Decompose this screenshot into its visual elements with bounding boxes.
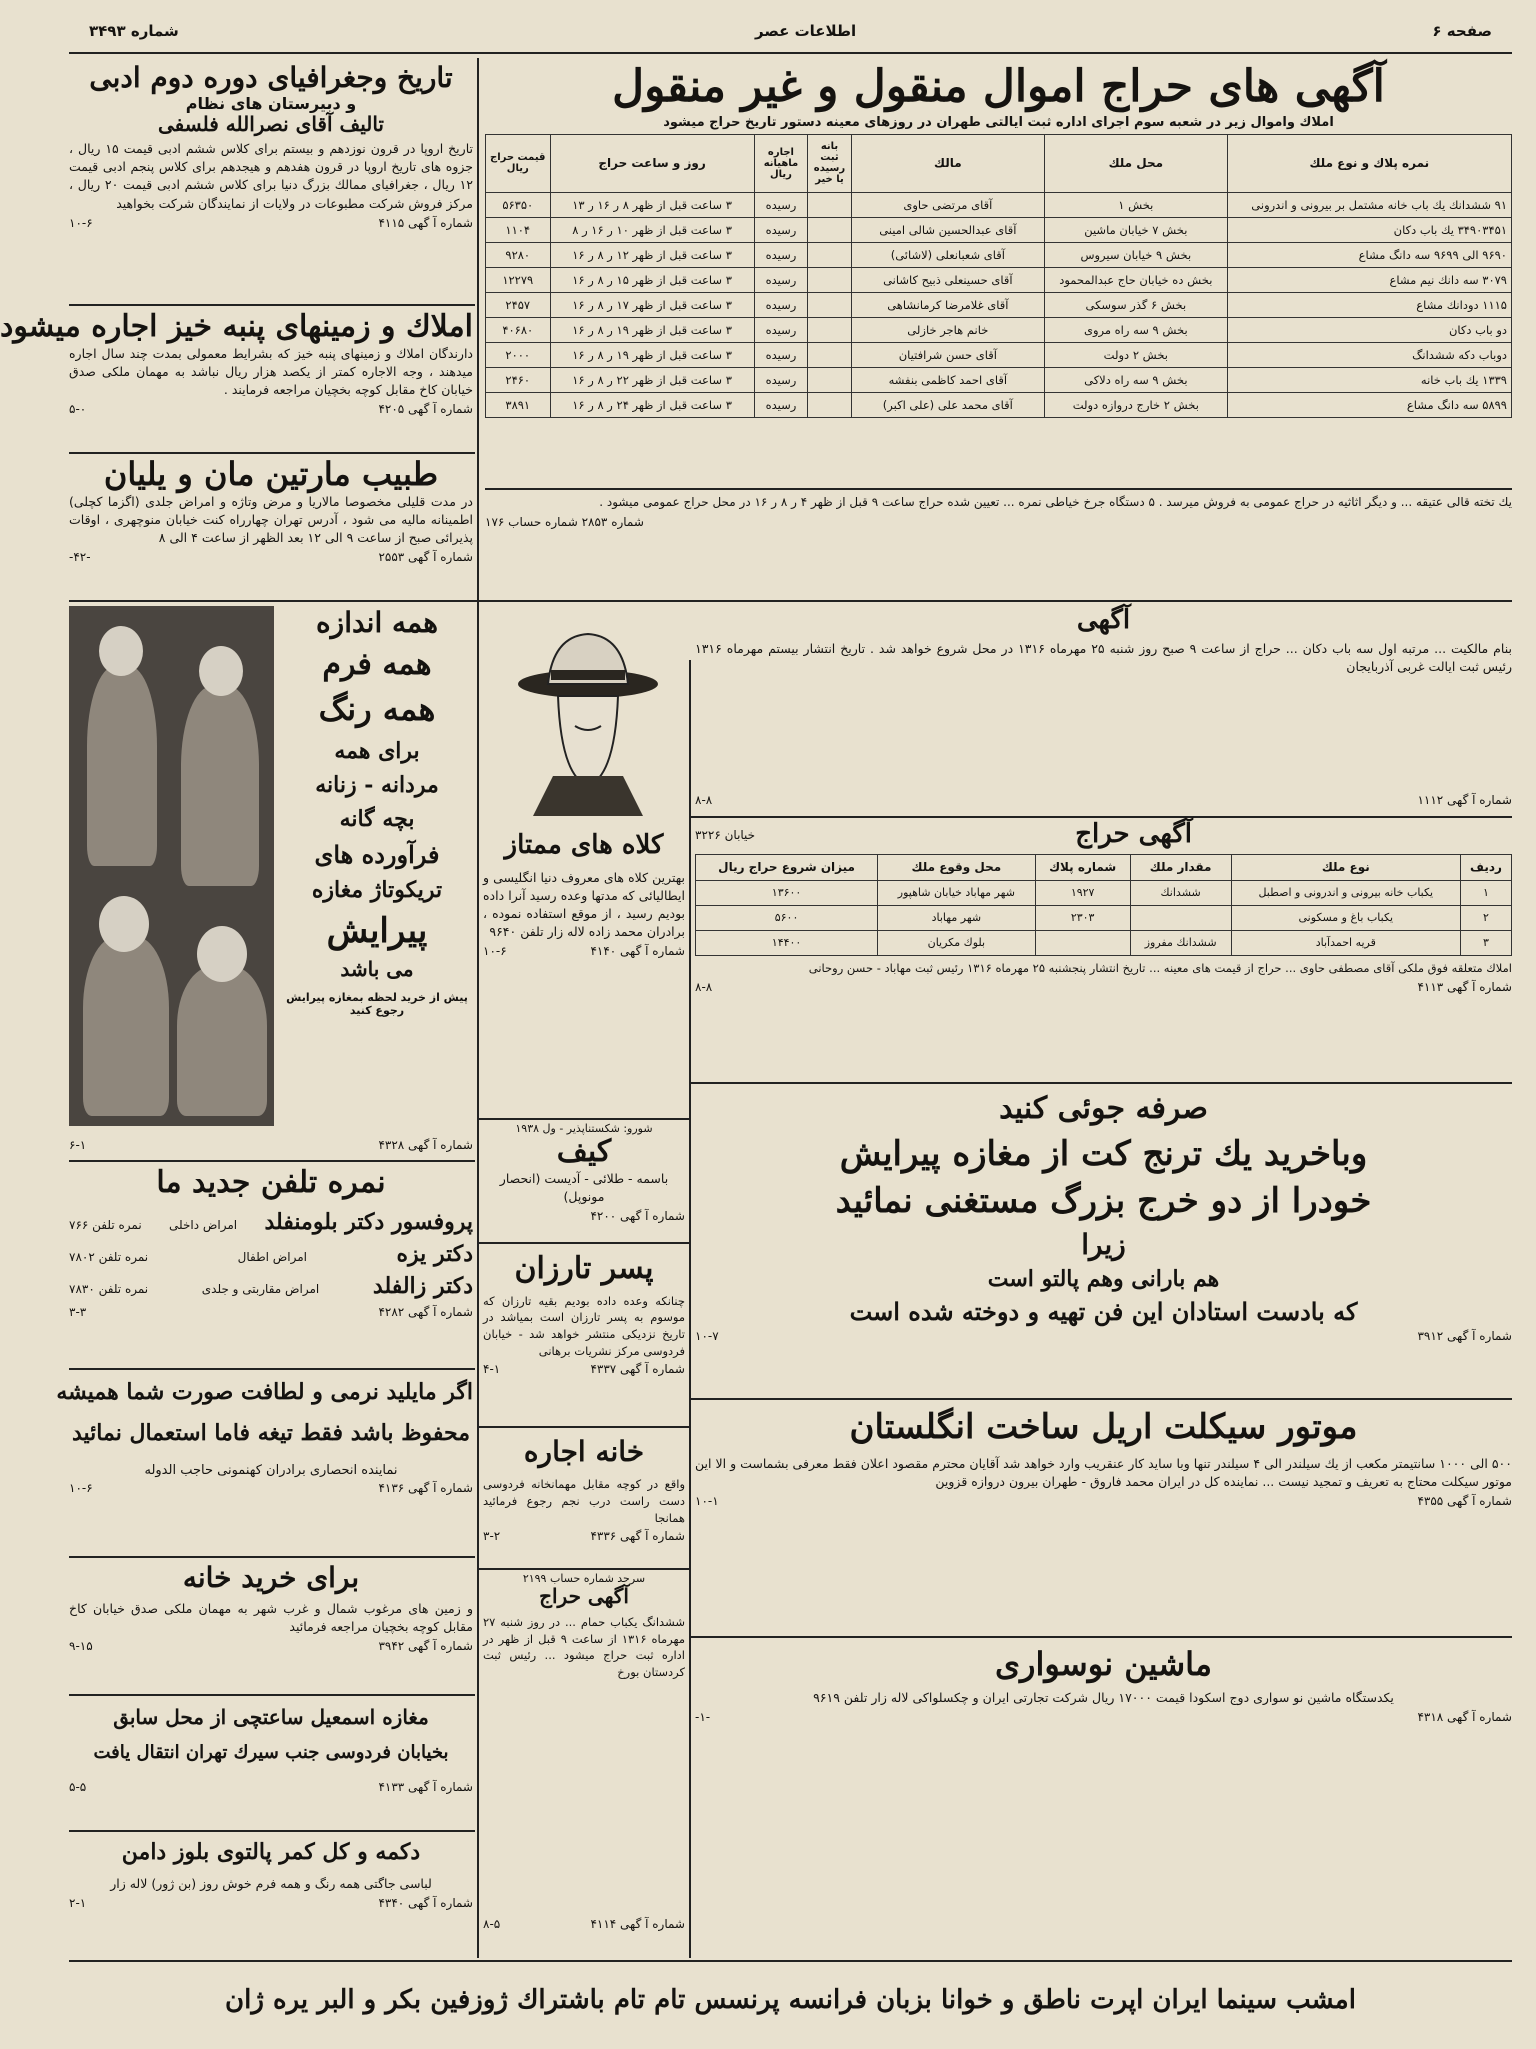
- ad-ref: شماره آ گهی ۴۳۵۵: [1417, 1494, 1512, 1509]
- table-row: [696, 880, 1512, 905]
- ad-ref: -۴۲-: [69, 550, 91, 565]
- clothing-ad: [69, 606, 473, 1156]
- table-cell: رسیده: [754, 392, 808, 417]
- phone-number: نمره تلفن ۷۶۶: [69, 1217, 142, 1232]
- table-cell: دو باب دكان: [1227, 317, 1511, 342]
- table-cell: آقای مرتضی حاوی: [851, 192, 1044, 217]
- table-row: [486, 342, 1512, 367]
- ad-title: برای خرید خانه: [182, 1561, 360, 1594]
- col-header: مقدار ملك: [1130, 854, 1231, 880]
- table-cell: بخش ۶ گذر سوسكی: [1045, 292, 1228, 317]
- table-cell: ۳ ساعت قبل از ظهر ۸ ر ۱۶ ر ۱۳: [550, 192, 754, 217]
- auction-ad: [485, 62, 1512, 487]
- table-cell: ششدانك: [1130, 880, 1231, 905]
- children-photo: [69, 606, 274, 1126]
- table-cell: آقای حسن شرافتیان: [851, 342, 1044, 367]
- auction-notes: [485, 488, 1512, 583]
- table-cell: قریه احمدآباد: [1231, 930, 1460, 955]
- ad-ref: ۶-۱: [69, 1138, 87, 1152]
- ad-ref: ۱۰-۷: [695, 1328, 719, 1343]
- ad-body: بنام مالكیت ... مرتبه اول سه باب دكان ... حراج از ساعت ۹ صبح روز شنبه ۲۵ مهرماه ۱۳۱۶ در محل شروع خواهد شد . تاریخ انتشار بیستم مهرماه ۱۳۱۶ رئیس ثبت ایالت غربی آذربایجان: [695, 640, 1512, 675]
- table-cell: بخش ۹ خیابان سیروس: [1045, 242, 1228, 267]
- ad-body: یكدستگاه ماشین نو سواری دوج اسكودا قیمت ۱۷۰۰۰ ریال شركت تجارتی ایران و چكسلواكی لاله زار تلفن ۹۶۱۹: [813, 1689, 1394, 1705]
- divider: [69, 1368, 475, 1370]
- page-header: [69, 10, 1512, 54]
- table-cell: ۳ ساعت قبل از ظهر ۲۴ ر ۸ ر ۱۶: [550, 392, 754, 417]
- ad-ref: شماره آ گهی ۴۱۴۰: [590, 944, 685, 959]
- table-cell: ۲۴۶۰: [486, 367, 551, 392]
- divider: [69, 1830, 475, 1832]
- table-cell: ۳ ساعت قبل از ظهر ۱۷ ر ۸ ر ۱۶: [550, 292, 754, 317]
- ad-ref: ۲-۱: [69, 1896, 87, 1911]
- table-row: [696, 905, 1512, 930]
- cinema-ad: [69, 1960, 1512, 2040]
- issue-number: شماره ۳۴۹۳: [89, 22, 179, 40]
- ad-body: املاك متعلقه فوق ملكی آقای مصطفی حاوی ... حراج از قیمت های معینه ... تاریخ انتشار پنجشنبه ۲۵ مهرماه ۱۳۱۶ رئیس ثبت مهاباد - حسن روحانی: [808, 960, 1512, 975]
- ad-body: در مدت قلیلی مخصوصا مالاریا و مرض وتاژه و امراض جلدی (اگزما كچلی) اطمینانه مالیه می شود ، آدرس تهران چهارراه كنت خیابان منوچهری ، اوقات پذیرائی صبح از ساعت ۹ الی ۱۲ بعد الظهر از ساعت ۴ الی ۸: [69, 493, 473, 546]
- ad-ref: ۱۰-۶: [69, 1480, 93, 1495]
- ad-body: لباسی جاگتی همه رنگ و همه فرم خوش روز (بن ژور) لاله زار: [110, 1876, 432, 1892]
- table-cell: بخش ۹ سه راه مروی: [1045, 317, 1228, 342]
- col-header: روز و ساعت حراج: [550, 134, 754, 192]
- table-row: [486, 367, 1512, 392]
- ad-title: املاك و زمینهای پنبه خیز اجاره میشود: [0, 309, 473, 344]
- ad-ref: شماره آ گهی ۳۹۱۲: [1417, 1328, 1512, 1343]
- table-row: [486, 392, 1512, 417]
- ad-ref: شماره آ گهی ۴۳۱۸: [1417, 1709, 1512, 1724]
- divider: [479, 1426, 689, 1428]
- table-cell: ۹۲۸۰: [486, 242, 551, 267]
- table-cell: بخش ۲ خارج دروازه دولت: [1045, 392, 1228, 417]
- col-header: ردیف: [1460, 854, 1511, 880]
- table-cell: ششدانك مفروز: [1130, 930, 1231, 955]
- divider: [479, 1568, 689, 1570]
- phone-number: نمره تلفن ۷۸۳۰: [69, 1281, 149, 1296]
- ad-body: دارندگان املاك و زمینهای پنبه خیز كه بشرایط معمولی بمدت چند سال اجاره میدهند ، وجه الاجاره كمتر از یكصد هزار ریال نباشد به مهمان ملكی صدق خیابان كاخ مقابل كوچه بخچیان مراجعه فرمایند .: [69, 345, 473, 397]
- table-cell: رسیده: [754, 242, 808, 267]
- table-cell: آقای شعبانعلی (لاشائی): [851, 242, 1044, 267]
- table-cell: آقای احمد كاظمی بنفشه: [851, 367, 1044, 392]
- table-cell: ۴۰۶۸۰: [486, 317, 551, 342]
- table-cell: ۱۱۱۵ دودانك مشاع: [1227, 292, 1511, 317]
- ad-body: بهترین كلاه های معروف دنیا انگلیسی و ایطالیائی كه مدتها وعده رسید آنرا داده بودیم رسید ، از موقع استفاده نموده ، برادران محمد زاده لاله زار تلفن ۹۶۴۰: [483, 869, 685, 940]
- ad-title: آگهی: [1076, 605, 1131, 635]
- table-cell: رسیده: [754, 292, 808, 317]
- table-cell: رسیده: [754, 317, 808, 342]
- table-cell: ۳۰۷۹ سه دانك نیم مشاع: [1227, 267, 1511, 292]
- table-cell: ۳: [1460, 930, 1511, 955]
- ad-title: آگهی حراج: [539, 1584, 629, 1608]
- table-row: [486, 317, 1512, 342]
- ad-line: بخیابان فردوسی جنب سیرك تهران انتقال یافت: [93, 1742, 449, 1763]
- ad-ref: ۸-۸: [695, 792, 713, 807]
- ad-ref: -۱-: [695, 1709, 711, 1724]
- table-cell: ۱۴۴۰۰: [696, 930, 878, 955]
- ad-ref: شماره آ گهی ۴۱۱۴: [590, 1917, 685, 1931]
- ad-ref: شماره آ گهی ۴۱۳۶: [378, 1480, 473, 1495]
- ad-ref: شماره آ گهی ۴۲۰۵: [378, 401, 473, 416]
- table-cell: ۳۴۹۰۳۴۵۱ یك باب دكان: [1227, 217, 1511, 242]
- table-cell: ۳ ساعت قبل از ظهر ۱۵ ر ۸ ر ۱۶: [550, 267, 754, 292]
- ad-title: ماشین نوسواری: [994, 1645, 1213, 1683]
- ad-line: اگر مایلید نرمی و لطافت صورت شما همیشه: [56, 1379, 473, 1405]
- col-header: نوع ملك: [1231, 854, 1460, 880]
- col-header: میزان شروع حراج ریال: [696, 854, 878, 880]
- table-cell: ۲: [1460, 905, 1511, 930]
- auction-notes-text: یك تخته قالی عتیقه ... و دیگر اثاثیه در حراج عمومی به فروش میرسد . ۵ دستگاه جرخ خیاطی نمره ... تعیین شده حراج ساعت ۹ قبل از ظهر ۴ ر ۸ ر ۱۶ در محل حراج عمومی میشود .: [599, 495, 1512, 509]
- divider: [69, 1694, 475, 1696]
- table-cell: بخش ۱: [1045, 192, 1228, 217]
- table-cell: ۹۱ ششدانك یك باب خانه مشتمل بر بیرونی و اندرونی: [1227, 192, 1511, 217]
- col-header: شماره پلاك: [1035, 854, 1130, 880]
- doctor-name: دكتر زالفلد: [372, 1272, 473, 1299]
- ad-body: ۵۰۰ الی ۱۰۰۰ سانتیمتر مكعب از یك سیلندر الی ۴ سیلندر تنها وبا ساید كار عنقریب وارد خواهد شد آقایان محترم مقصود اعلان فقط معرفی بشماست و الا این موتور سیكلت محتاج به تعریف و تمجید نیست ... نماینده كل در ایران محمد فاروق - طهران بیرون دروازه قزوین: [695, 1456, 1512, 1490]
- table-cell: بخش ۲ دولت: [1045, 342, 1228, 367]
- col-header: اجاره ماهیانه ریال: [754, 134, 808, 192]
- table-cell: بلوك مكریان: [878, 930, 1035, 955]
- table-cell: ۵۶۳۵۰: [486, 192, 551, 217]
- ad-title: آگهی حراج: [1075, 819, 1192, 849]
- ad-ref: شماره آ گهی ۲۵۵۳: [378, 550, 473, 565]
- table-cell: آقای محمد علی (علی اكبر): [851, 392, 1044, 417]
- table-cell: ۱۱۰۴: [486, 217, 551, 242]
- table-cell: [808, 192, 851, 217]
- ad-agent: نماینده انحصاری برادران كهنمونی حاجب الدوله: [144, 1462, 398, 1478]
- ad-ref: شماره آ گهی ۴۳۲۸: [378, 1138, 473, 1152]
- ad-line: صرفه جوئی كنید: [999, 1091, 1208, 1126]
- newspaper-page: [0, 10, 1512, 2040]
- table-cell: ۱۳۳۹ یك باب خانه: [1227, 367, 1511, 392]
- ad-subtitle: و دبیرستان های نظام: [185, 94, 357, 114]
- hat-man-illustration: [513, 626, 663, 816]
- table-cell: ۳ ساعت قبل از ظهر ۱۰ ر ۱۶ ر ۸: [550, 217, 754, 242]
- tarzan-ad: [483, 1246, 685, 1424]
- ad-ref: ۱۰-۶: [69, 215, 93, 230]
- ad-top: سرحد شماره حساب ۲۱۹۹: [522, 1572, 646, 1585]
- table-cell: رسیده: [754, 267, 808, 292]
- table-row: [486, 292, 1512, 317]
- table-cell: ۲۴۵۷: [486, 292, 551, 317]
- table-cell: [808, 367, 851, 392]
- table-cell: ۳ ساعت قبل از ظهر ۱۲ ر ۸ ر ۱۶: [550, 242, 754, 267]
- table-cell: ۲۰۰۰: [486, 342, 551, 367]
- ad-title: موتور سیكلت اریل ساخت انگلستان: [849, 1407, 1358, 1447]
- table-row: [486, 267, 1512, 292]
- ad-ref: ۱۰-۶: [483, 944, 507, 959]
- table-cell: یكباب خانه بیرونی و اندرونی و اصطبل: [1231, 880, 1460, 905]
- divider: [69, 452, 475, 454]
- divider: [69, 600, 1512, 602]
- phone-ad: [69, 1166, 473, 1366]
- ad-ref: شماره آ گهی ۴۳۴۰: [378, 1896, 473, 1911]
- ad-ref: شماره آ گهی ۴۱۳۳: [378, 1779, 473, 1794]
- ad-ref: شماره آ گهی ۴۳۳۶: [590, 1529, 685, 1544]
- table-cell: ۳ ساعت قبل از ظهر ۲۲ ر ۸ ر ۱۶: [550, 367, 754, 392]
- ad-top: خیابان ۳۲۲۶: [695, 827, 756, 842]
- table-cell: یكباب باغ و مسكونی: [1231, 905, 1460, 930]
- table-cell: رسیده: [754, 367, 808, 392]
- paper-name: اطلاعات عصر: [755, 22, 857, 40]
- page-number: صفحه ۶: [1432, 22, 1492, 40]
- table-cell: ۳ ساعت قبل از ظهر ۱۹ ر ۸ ر ۱۶: [550, 342, 754, 367]
- table-cell: [808, 242, 851, 267]
- specialty: امراض اطفال: [237, 1249, 307, 1264]
- column-rule: [689, 660, 691, 1958]
- kurdistan-auction-ad: [483, 1572, 685, 1956]
- divider: [691, 816, 1512, 818]
- ad-title: خانه اجاره: [523, 1435, 645, 1468]
- ad-title: طبیب مارتین مان و یلیان: [103, 455, 439, 493]
- ad-body: باسمه - طلائی - آدیست (انحصار مونوپل): [499, 1170, 669, 1204]
- doctor-name: دكتر یزه: [396, 1240, 473, 1267]
- table-cell: بخش ۹ سه راه دلاكی: [1045, 367, 1228, 392]
- table-cell: ۱۲۲۷۹: [486, 267, 551, 292]
- ad-line: هم بارانی وهم پالتو است: [987, 1265, 1220, 1292]
- hats-ad: [483, 606, 685, 1116]
- table-cell: بخش ده خیابان حاج عبدالمحمود: [1045, 267, 1228, 292]
- cinema-text: امشب سینما ایران اپرت ناطق و خوانا بزبان فرانسه پرنسس تام تام باشتراك ژوزفین بكر و البر یره ژان: [225, 1985, 1356, 2016]
- divider: [69, 304, 475, 306]
- ad-body: ششدانگ یكباب حمام ... در روز شنبه ۲۷ مهرماه ۱۳۱۶ از ساعت ۹ قبل از ظهر در اداره ثبت حراج میشود ... رئیس ثبت كردستان بورخ: [483, 1615, 685, 1680]
- ad-ref: شماره ۲۸۵۳ شماره حساب ۱۷۶: [485, 515, 644, 530]
- table-cell: ۳۸۹۱: [486, 392, 551, 417]
- ad-ref: شماره آ گهی ۱۱۱۲: [1417, 792, 1512, 807]
- col-header: محل ملك: [1045, 134, 1228, 192]
- table-cell: آقای حسینعلی ذبیح كاشانی: [851, 267, 1044, 292]
- ad-title: تاریخ وجغرافیای دوره دوم ادبی: [89, 61, 453, 94]
- phone-list: [69, 1209, 473, 1299]
- ad-ref: شماره آ گهی ۴۲۸۲: [378, 1304, 473, 1319]
- divider: [691, 1636, 1512, 1638]
- ad-line: مغازه اسمعیل ساعتچی از محل سابق: [113, 1705, 429, 1729]
- table-cell: [808, 267, 851, 292]
- phone-entry: [69, 1241, 473, 1267]
- divider: [691, 1398, 1512, 1400]
- phone-number: نمره تلفن ۷۸۰۲: [69, 1249, 149, 1264]
- table-row: [486, 217, 1512, 242]
- history-book-ad: [69, 62, 473, 302]
- table-cell: رسیده: [754, 217, 808, 242]
- table-cell: [1035, 930, 1130, 955]
- table-cell: ۱: [1460, 880, 1511, 905]
- table-cell: ۱۳۶۰۰: [696, 880, 878, 905]
- phone-entry: [69, 1209, 473, 1235]
- ad-body: واقع در كوچه مقابل مهمانخانه فردوسی دست راست درب نجم رجوع فرمائید همانجا: [483, 1477, 685, 1525]
- table-cell: [808, 317, 851, 342]
- doctor-name: پروفسور دكتر بلومنفلد: [264, 1208, 473, 1235]
- ad-ref: شماره آ گهی ۳۹۴۲: [378, 1639, 473, 1654]
- table-cell: [808, 292, 851, 317]
- ad-title: كیف: [556, 1134, 612, 1169]
- auction-table: [485, 134, 1512, 418]
- table-cell: بخش ۷ خیابان ماشین: [1045, 217, 1228, 242]
- table-cell: ۱۹۲۷: [1035, 880, 1130, 905]
- table-cell: خانم هاجر خازلی: [851, 317, 1044, 342]
- ad-title: پسر تارزان: [514, 1251, 654, 1286]
- col-header: بانه ثبت رسیده یا خیر: [808, 134, 851, 192]
- table-cell: آقای عبدالحسین شالی امینی: [851, 217, 1044, 242]
- motorcycle-ad: [695, 1402, 1512, 1634]
- cotton-lands-ad: [0, 309, 473, 450]
- table-cell: رسیده: [754, 342, 808, 367]
- mahabad-auction-ad: [695, 820, 1512, 1080]
- table-cell: شهر مهاباد: [878, 905, 1035, 930]
- table-cell: [1130, 905, 1231, 930]
- col-header: نمره پلاك و نوع ملك: [1227, 134, 1511, 192]
- auction-title: آگهی های حراج اموال منقول و غیر منقول: [612, 61, 1385, 112]
- table-cell: آقای غلامرضا كرمانشاهی: [851, 292, 1044, 317]
- ad-ref: ۵-۵: [69, 1779, 87, 1794]
- buttons-ad: [69, 1836, 473, 1956]
- ad-author: تالیف آقای نصرالله فلسفی: [158, 112, 384, 137]
- table-cell: [808, 217, 851, 242]
- table-row: [486, 242, 1512, 267]
- table-cell: دوباب دكه ششدانگ: [1227, 342, 1511, 367]
- divider: [479, 1242, 689, 1244]
- ad-ref: ۳-۲: [483, 1529, 501, 1544]
- car-ad: [695, 1640, 1512, 1760]
- ad-ref: شماره آ گهی ۴۱۱۳: [1417, 979, 1512, 994]
- specialty: امراض داخلی: [169, 1217, 238, 1232]
- table-cell: شهر مهاباد خیابان شاهپور: [878, 880, 1035, 905]
- table-cell: [808, 342, 851, 367]
- ad-ref: شماره آ گهی ۴۳۳۷: [590, 1362, 685, 1377]
- ad-body: و زمین های مرغوب شمال و غرب شهر به مهمان ملكی صدق خیابان كاخ مقابل كوچه بخچیان مراجعه فرمائید: [69, 1601, 473, 1635]
- auction-subtitle: املاك واموال زیر در شعبه سوم اجرای اداره ثبت ایالتی طهران در روزهای معینه دستور تاریخ حراج میشود: [663, 114, 1334, 130]
- ad-ref: ۸-۸: [695, 979, 713, 994]
- blade-ad: [56, 1374, 473, 1554]
- ad-line: وباخرید یك ترنج كت از مغازه پیرایش: [839, 1133, 1368, 1174]
- buy-house-ad: [69, 1562, 473, 1692]
- table-cell: ۲۳۰۳: [1035, 905, 1130, 930]
- table-cell: ۳ ساعت قبل از ظهر ۱۹ ر ۸ ر ۱۶: [550, 317, 754, 342]
- house-rent-ad: [483, 1430, 685, 1566]
- table-cell: [808, 392, 851, 417]
- divider: [69, 1556, 475, 1558]
- ad-title: نمره تلفن جدید ما: [156, 1165, 386, 1200]
- kif-ad: [483, 1122, 685, 1240]
- divider: [479, 1118, 689, 1120]
- column-rule: [477, 58, 479, 1958]
- ad-body: چنانكه وعده داده بودیم بقیه تارزان كه موسوم به پسر تارزان است بمیاشد در تاریخ نزدیكی منتشر خواهد شد - خیابان فردوسی مركز نشریات برهانی: [483, 1293, 685, 1358]
- specialty: امراض مقاربتی و جلدی: [201, 1281, 320, 1296]
- ad-line: محفوظ باشد فقط تیغه فاما استعمال نمائید: [71, 1420, 471, 1447]
- ad-ref: ۸-۵: [483, 1917, 501, 1931]
- ad-ref: ۹-۱۵: [69, 1639, 93, 1654]
- ad-ref: ۴-۱: [483, 1362, 501, 1377]
- table-cell: ۹۶۹۰ الی ۹۶۹۹ سه دانگ مشاع: [1227, 242, 1511, 267]
- ad-ref: ۵-۰: [69, 401, 87, 416]
- ad-line: خودرا از دو خرج بزرگ مستغنی نمائید: [835, 1180, 1372, 1221]
- tender-ad: [695, 606, 1512, 814]
- ad-title: كلاه های ممتاز: [504, 830, 664, 860]
- table-cell: رسیده: [754, 192, 808, 217]
- ad-line: كه بادست استادان این فن تهیه و دوخته شده است: [849, 1297, 1358, 1327]
- table-cell: ۵۶۰۰: [696, 905, 878, 930]
- doctor-ad: [69, 456, 473, 596]
- col-header: محل وقوع ملك: [878, 854, 1035, 880]
- ad-title: دكمه و كل كمر پالتوی بلوز دامن: [121, 1839, 421, 1865]
- ad-line: زیرا: [1081, 1227, 1126, 1261]
- coat-ad: [695, 1086, 1512, 1396]
- divider: [691, 1082, 1512, 1084]
- table-cell: ۵۸۹۹ سه دانگ مشاع: [1227, 392, 1511, 417]
- clothing-text: همه اندازه همه فرم همه رنگ برای همه مردانه - زنانه بچه گانه فرآورده های تریكوتاژ مغازه پیرایش می باشد پیش از خرید لحظه بمغازه پیرایش رجوع كنید: [286, 606, 468, 1017]
- ad-top: شورو: شكستناپذیر - ول ۱۹۳۸: [515, 1122, 653, 1135]
- ad-ref: شماره آ گهی ۴۲۰۰: [590, 1208, 685, 1223]
- divider: [69, 1160, 475, 1162]
- table-row: [696, 930, 1512, 955]
- clock-shop-ad: [69, 1700, 473, 1828]
- table-row: [486, 192, 1512, 217]
- ad-ref: شماره آ گهی ۴۱۱۵: [378, 215, 473, 230]
- col-header: مالك: [851, 134, 1044, 192]
- ad-body: تاریخ اروپا در قرون نوزدهم و بیستم برای كلاس ششم ادبی قیمت ۱۵ ریال ، جزوه های تاریخ اروپا در قرون هفدهم و هیجدهم برای كلاس پنجم ادبی قیمت ۱۲ ریال ، جغرافیای ممالك بزرگ دنیا برای كلاس ششم ادبی قیمت ۲۰ ریال ، مركز فروش شركت مطبوعات در ولایات از نمایندگان شركت بخواهید: [69, 141, 473, 211]
- col-header: قیمت حراج ریال: [486, 134, 551, 192]
- ad-ref: ۱۰-۱: [695, 1494, 719, 1509]
- ad-ref: ۳-۳: [69, 1304, 87, 1319]
- mahabad-table: [695, 854, 1512, 956]
- phone-entry: [69, 1273, 473, 1299]
